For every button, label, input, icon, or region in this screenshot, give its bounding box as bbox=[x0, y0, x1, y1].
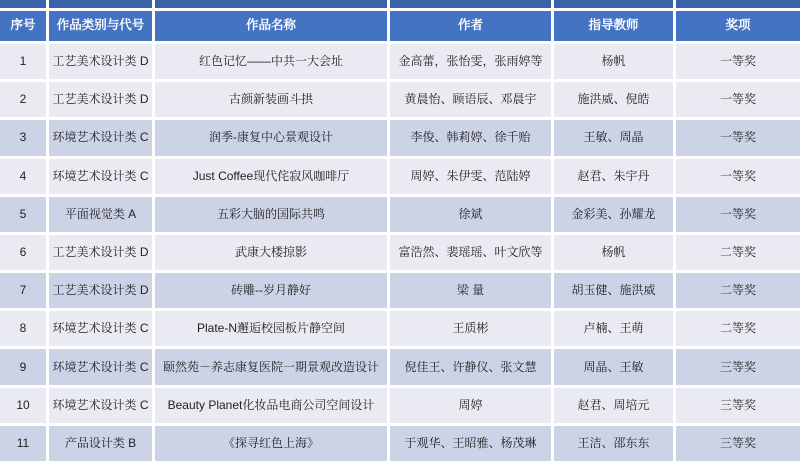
cell-index: 2 bbox=[0, 82, 46, 117]
cell-title: 颐然苑－养志康复医院一期景观改造设计 bbox=[155, 349, 387, 384]
cell-category: 工艺美术设计类 D bbox=[49, 273, 152, 308]
column-header-authors: 作者 bbox=[390, 11, 551, 41]
cell-category: 工艺美术设计类 D bbox=[49, 44, 152, 79]
cell-category: 产品设计类 B bbox=[49, 426, 152, 461]
cell-index: 1 bbox=[0, 44, 46, 79]
cell-category: 环境艺术设计类 C bbox=[49, 159, 152, 194]
cell-award: 一等奖 bbox=[676, 197, 800, 232]
cell-title: 润季-康复中心景观设计 bbox=[155, 120, 387, 155]
cell-category: 平面视觉类 A bbox=[49, 197, 152, 232]
column-header-index: 序号 bbox=[0, 11, 46, 41]
top-strip-cell bbox=[49, 0, 152, 8]
cell-teachers: 赵君、周培元 bbox=[554, 388, 673, 423]
top-strip-cell bbox=[676, 0, 800, 8]
cell-authors: 周婷、朱伊雯、范陆婷 bbox=[390, 159, 551, 194]
cell-category: 环境艺术设计类 C bbox=[49, 120, 152, 155]
cell-title: Just Coffee现代侘寂风咖啡厅 bbox=[155, 159, 387, 194]
cell-teachers: 赵君、朱宇丹 bbox=[554, 159, 673, 194]
cell-award: 二等奖 bbox=[676, 273, 800, 308]
cell-teachers: 卢楠、王萌 bbox=[554, 311, 673, 346]
cell-authors: 徐斌 bbox=[390, 197, 551, 232]
cell-award: 三等奖 bbox=[676, 388, 800, 423]
cell-authors: 金高蕾，张怡雯，张雨婷等 bbox=[390, 44, 551, 79]
cell-category: 环境艺术设计类 C bbox=[49, 311, 152, 346]
cell-authors: 李俊、韩莉婷、徐千贻 bbox=[390, 120, 551, 155]
cell-award: 三等奖 bbox=[676, 349, 800, 384]
cell-title: 五彩大脑的国际共鸣 bbox=[155, 197, 387, 232]
cell-category: 环境艺术设计类 C bbox=[49, 388, 152, 423]
cell-index: 3 bbox=[0, 120, 46, 155]
cell-authors: 王质彬 bbox=[390, 311, 551, 346]
column-header-teachers: 指导教师 bbox=[554, 11, 673, 41]
cell-index: 5 bbox=[0, 197, 46, 232]
top-strip-cell bbox=[554, 0, 673, 8]
cell-award: 二等奖 bbox=[676, 311, 800, 346]
column-header-award: 奖项 bbox=[676, 11, 800, 41]
column-header-title: 作品名称 bbox=[155, 11, 387, 41]
cell-index: 4 bbox=[0, 159, 46, 194]
cell-category: 环境艺术设计类 C bbox=[49, 349, 152, 384]
cell-category: 工艺美术设计类 D bbox=[49, 235, 152, 270]
cell-award: 一等奖 bbox=[676, 120, 800, 155]
cell-index: 11 bbox=[0, 426, 46, 461]
cell-title: 红色记忆——中共一大会址 bbox=[155, 44, 387, 79]
cell-authors: 梁 量 bbox=[390, 273, 551, 308]
cell-teachers: 施洪威、倪皓 bbox=[554, 82, 673, 117]
cell-title: 砖雕--岁月静好 bbox=[155, 273, 387, 308]
cell-title: 《探寻红色上海》 bbox=[155, 426, 387, 461]
cell-authors: 富浩然、裴瑶瑶、叶文欣等 bbox=[390, 235, 551, 270]
cell-index: 9 bbox=[0, 349, 46, 384]
cell-award: 二等奖 bbox=[676, 235, 800, 270]
cell-award: 三等奖 bbox=[676, 426, 800, 461]
cell-authors: 周婷 bbox=[390, 388, 551, 423]
cell-teachers: 周晶、王敏 bbox=[554, 349, 673, 384]
cell-teachers: 杨帆 bbox=[554, 235, 673, 270]
cell-authors: 于观华、王昭雅、杨茂琳 bbox=[390, 426, 551, 461]
cell-index: 6 bbox=[0, 235, 46, 270]
cell-teachers: 王敏、周晶 bbox=[554, 120, 673, 155]
cell-category: 工艺美术设计类 D bbox=[49, 82, 152, 117]
cell-title: Plate-N邂逅校园板片静空间 bbox=[155, 311, 387, 346]
cell-authors: 倪佳王、许静仪、张文慧 bbox=[390, 349, 551, 384]
top-strip-cell bbox=[0, 0, 46, 8]
cell-award: 一等奖 bbox=[676, 44, 800, 79]
cell-authors: 黄晨怡、顾语辰、邓晨宇 bbox=[390, 82, 551, 117]
cell-award: 一等奖 bbox=[676, 82, 800, 117]
cell-teachers: 金彩美、孙耀龙 bbox=[554, 197, 673, 232]
cell-title: 武康大楼掠影 bbox=[155, 235, 387, 270]
top-strip-cell bbox=[390, 0, 551, 8]
cell-teachers: 杨帆 bbox=[554, 44, 673, 79]
cell-award: 一等奖 bbox=[676, 159, 800, 194]
cell-teachers: 王洁、邵东东 bbox=[554, 426, 673, 461]
top-strip-cell bbox=[155, 0, 387, 8]
cell-teachers: 胡玉健、施洪威 bbox=[554, 273, 673, 308]
cell-title: Beauty Planet化妆品电商公司空间设计 bbox=[155, 388, 387, 423]
cell-index: 7 bbox=[0, 273, 46, 308]
cell-index: 10 bbox=[0, 388, 46, 423]
cell-title: 古颜新装画斗拱 bbox=[155, 82, 387, 117]
column-header-category: 作品类别与代号 bbox=[49, 11, 152, 41]
cell-index: 8 bbox=[0, 311, 46, 346]
